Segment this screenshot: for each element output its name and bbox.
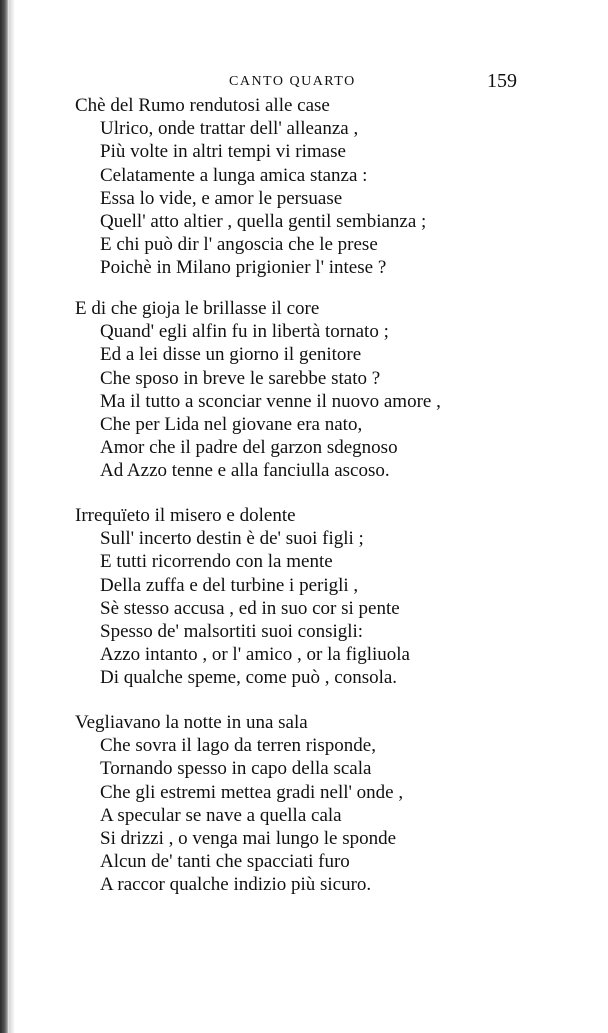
verse-line: A raccor qualche indizio più sicuro. [100, 874, 372, 896]
verse-line: Che per Lida nel giovane era nato, [100, 413, 363, 435]
verse-line: Ma il tutto a sconciar venne il nuovo amore , [100, 390, 441, 412]
verse-line: Sè stesso accusa , ed in suo cor si pente [100, 597, 400, 619]
verse-line: Ulrico, onde trattar dell' alleanza , [100, 118, 359, 140]
verse-line: Che sposo in breve le sarebbe stato ? [100, 367, 381, 389]
verse-line: Di qualche speme, come può , consola. [100, 667, 398, 689]
verse-line: Più volte in altri tempi vi rimase [100, 141, 346, 163]
stanza-1 [75, 94, 585, 280]
stanza-3 [75, 504, 585, 690]
verse-line: Quell' atto altier , quella gentil sembianza ; [100, 210, 427, 232]
verse-line: Sull' incerto destin è de' suoi figli ; [100, 528, 364, 550]
verse-line: Che sovra il lago da terren risponde, [100, 735, 376, 757]
verse-line: E chi può dir l' angoscia che le prese [100, 234, 378, 256]
stanza-4 [75, 711, 585, 897]
verse-line: E di che gioja le brillasse il core [75, 298, 320, 319]
verse-line: E tutti ricorrendo con la mente [100, 551, 333, 573]
verse-line: Che gli estremi mettea gradi nell' onde , [100, 781, 404, 803]
verse-line: Amor che il padre del garzon sdegnoso [100, 437, 398, 459]
verse-line: Irrequïeto il misero e dolente [75, 505, 296, 526]
verse-line: Chè del Rumo rendutosi alle case [75, 95, 330, 116]
verse-line: Essa lo vide, e amor le persuase [100, 187, 343, 209]
verse-line: Si drizzi , o venga mai lungo le sponde [100, 827, 397, 849]
stanza-2 [75, 297, 585, 483]
verse-line: Celatamente a lunga amica stanza : [100, 164, 368, 186]
verse-line: Quand' egli alfin fu in libertà tornato ; [100, 321, 389, 343]
verse-line: Vegliavano la notte in una sala [75, 712, 308, 733]
verse-line: Azzo intanto , or l' amico , or la figliuola [100, 644, 410, 666]
verse-line: A specular se nave a quella cala [100, 804, 342, 826]
verse-line: Della zuffa e del turbine i perigli , [100, 574, 359, 596]
running-head: CANTO QUARTO [229, 74, 356, 89]
verse-line: Tornando spesso in capo della scala [100, 758, 372, 780]
verse-line: Ed a lei disse un giorno il genitore [100, 344, 362, 366]
page-binding-shadow [9, 0, 15, 1033]
page-number: 159 [487, 70, 517, 92]
verse-line: Spesso de' malsortiti suoi consigli: [100, 620, 364, 642]
page-binding-edge [0, 0, 9, 1033]
verse-line: Alcun de' tanti che spacciati furo [100, 851, 350, 873]
verse-line: Ad Azzo tenne e alla fanciulla ascoso. [100, 460, 390, 482]
verse-line: Poichè in Milano prigionier l' intese ? [100, 257, 387, 279]
